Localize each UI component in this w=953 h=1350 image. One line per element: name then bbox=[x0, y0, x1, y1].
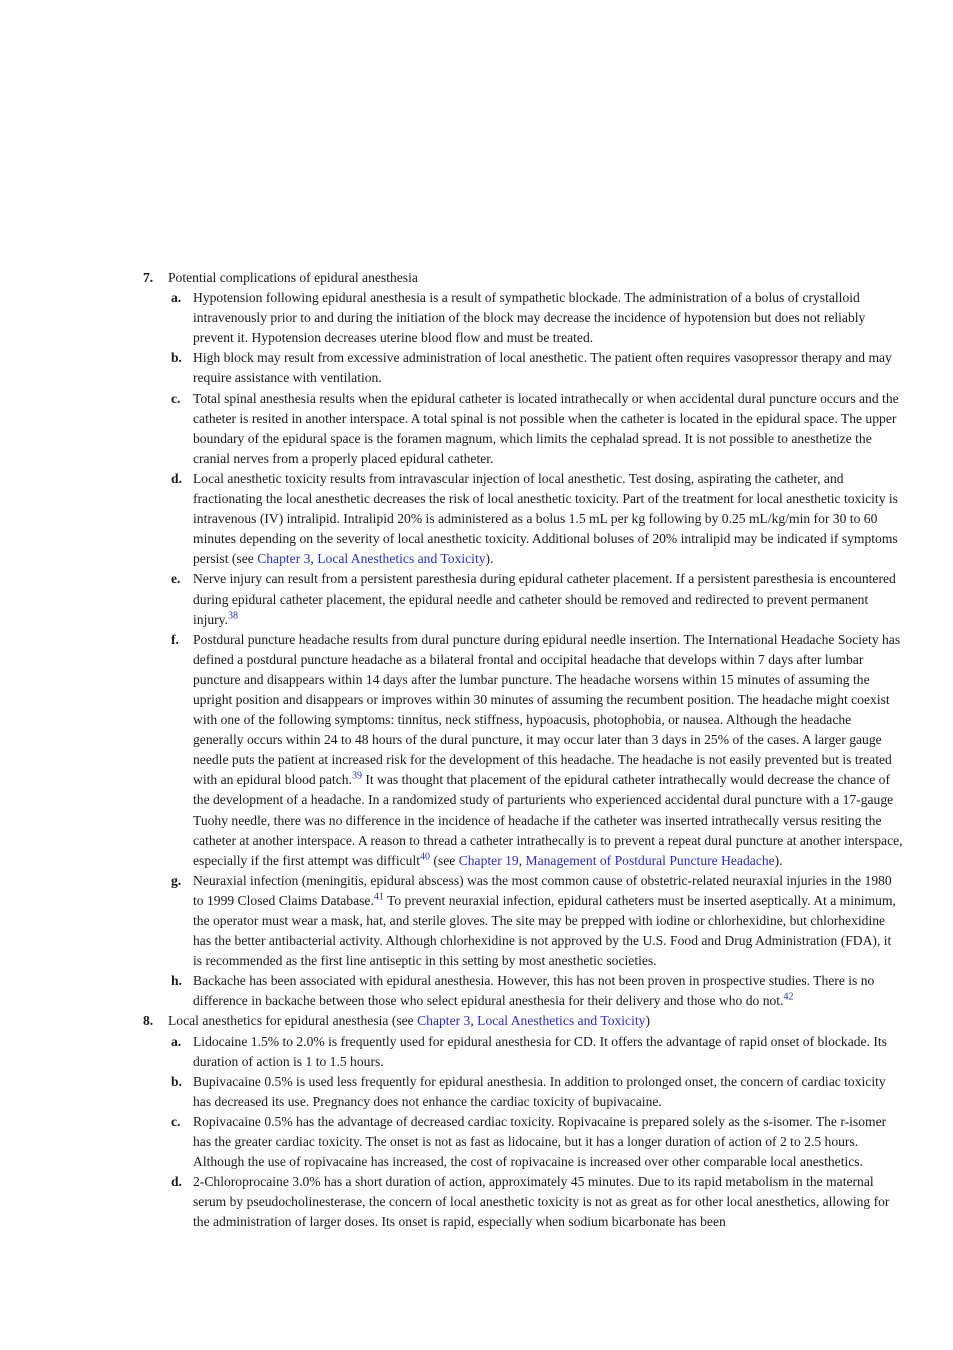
list-item bbox=[143, 1112, 903, 1172]
item-text: (see bbox=[430, 852, 459, 868]
section-title: Potential complications of epidural anesthesia bbox=[168, 270, 418, 285]
item-text: It was thought that placement of the epidural catheter intrathecally would decrease the chance of the development of a headache. In a randomized study of parturients who experienced accidental dural puncture with a 17-gauge Tuohy needle, there was no difference in the incidence of headache if the catheter was inserted intrathecally versus resiting the catheter at another interspace. A reason to thread a catheter intrathecally is to prevent a repeat dural puncture at another interspace, especially if the first attempt was difficult bbox=[193, 772, 903, 868]
item-text: Nerve injury can result from a persistent paresthesia during epidural catheter placement. If a persistent paresthesia is encountered during epidural catheter placement, the epidural needle and catheter should be removed and redirected to prevent permanent injury. bbox=[193, 571, 896, 627]
chapter-link[interactable]: Chapter 3 bbox=[417, 1013, 471, 1029]
item-text: Local anesthetic toxicity results from intravascular injection of local anesthetic. Test dosing, aspirating the catheter, and fractionating the local anesthetic decreases the risk of local anesthetic toxicity. Part of the treatment for local anesthetic toxicity is intravenous (IV) intralipid. Intralipid 20% is administered as a bolus 1.5 mL per kg following by 0.25 mL/kg/min for 30 to 60 minutes depending on the severity of local anesthetic toxicity. Additional boluses of 20% intralipid may be indicated if symptoms persist (see bbox=[193, 470, 898, 567]
item-text: Hypotension following epidural anesthesia is a result of sympathetic blockade. The administration of a bolus of crystalloid intravenously prior to and during the initiation of the block may decrease the incidence of hypotension but does not reliably prevent it. Hypotension decreases uterine blood flow and must be treated. bbox=[193, 290, 866, 346]
link-separator: , bbox=[518, 852, 526, 868]
reference-link[interactable]: 41 bbox=[373, 891, 384, 903]
item-text-tail: ). bbox=[774, 852, 783, 868]
section-number: 7. bbox=[143, 270, 154, 285]
section-7 bbox=[143, 268, 903, 1011]
chapter-link[interactable]: Chapter 19 bbox=[458, 852, 519, 868]
item-letter: c. bbox=[171, 390, 181, 406]
list-item bbox=[143, 1072, 903, 1112]
link-separator: , bbox=[310, 551, 318, 567]
document-body bbox=[143, 268, 903, 1233]
reference-link[interactable]: 39 bbox=[351, 770, 362, 782]
item-letter: f. bbox=[171, 631, 179, 647]
list-item bbox=[143, 630, 903, 871]
chapter-title-link[interactable]: Local Anesthetics and Toxicity bbox=[477, 1013, 646, 1029]
item-letter: d. bbox=[171, 470, 182, 486]
reference-link[interactable]: 42 bbox=[783, 991, 794, 1003]
item-letter: b. bbox=[171, 1073, 182, 1089]
item-text-tail: ). bbox=[485, 551, 494, 567]
item-text: Lidocaine 1.5% to 2.0% is frequently used for epidural anesthesia for CD. It offers the advantage of rapid onset of blockade. Its duration of action is 1 to 1.5 hours. bbox=[193, 1033, 887, 1069]
section-title-tail: ) bbox=[645, 1013, 650, 1029]
item-letter: g. bbox=[171, 872, 182, 888]
item-text: Bupivacaine 0.5% is used less frequently for epidural anesthesia. In addition to prolonged onset, the concern of cardiac toxicity has decreased its use. Pregnancy does not enhance the cardiac toxicity of bupivacaine. bbox=[193, 1073, 886, 1109]
list-item bbox=[143, 469, 903, 569]
section-number: 8. bbox=[143, 1013, 154, 1029]
list-item bbox=[143, 971, 903, 1011]
list-item bbox=[143, 569, 903, 629]
section-heading bbox=[143, 268, 903, 288]
chapter-title-link[interactable]: Local Anesthetics and Toxicity bbox=[317, 551, 486, 567]
list-item bbox=[143, 389, 903, 469]
list-item bbox=[143, 1172, 903, 1232]
list-item bbox=[143, 348, 903, 388]
item-letter: d. bbox=[171, 1174, 182, 1190]
item-text: Total spinal anesthesia results when the epidural catheter is located intrathecally or when accidental dural puncture occurs and the catheter is resited in another interspace. A total spinal is not possible when the catheter is located in the epidural space. The upper boundary of the epidural space is the foramen magnum, which limits the cephalad spread. It is not possible to anesthetize the cranial nerves from a properly placed epidural catheter. bbox=[193, 390, 899, 466]
list-item bbox=[143, 871, 903, 971]
reference-link[interactable]: 38 bbox=[228, 610, 238, 622]
item-letter: e. bbox=[171, 571, 181, 587]
item-letter: b. bbox=[171, 350, 182, 366]
item-letter: a. bbox=[171, 1033, 182, 1049]
item-text: To prevent neuraxial infection, epidural catheters must be inserted aseptically. At a minimum, the operator must wear a mask, hat, and sterile gloves. The site may be prepped with iodine or chlorhexidine, but chlorhexidine has the better antibacterial activity. Although chlorhexidine is not approved by the U.S. Food and Drug Administration (FDA), it is recommended as the first line antiseptic in this setting by most anesthetic societies. bbox=[193, 892, 896, 969]
item-letter: a. bbox=[171, 290, 182, 306]
item-text: Neuraxial infection (meningitis, epidural abscess) was the most common cause of obstetric-related neuraxial injuries in the 1980 to 1999 Closed Claims Database. bbox=[193, 872, 892, 908]
chapter-link[interactable]: Chapter 3 bbox=[257, 551, 311, 567]
chapter-title-link[interactable]: Management of Postdural Puncture Headache bbox=[525, 852, 775, 868]
section-8 bbox=[143, 1011, 903, 1232]
list-item bbox=[143, 288, 903, 348]
item-text: Postdural puncture headache results from dural puncture during epidural needle insertion. The International Headache Society has defined a postdural puncture headache as a bilateral frontal and occipital headache that develops within 7 days after lumbar puncture and disappears within 14 days after the lumbar puncture. The headache worsens within 15 minutes of assuming the upright position and disappears or improves within 30 minutes of assuming the recumbent position. The headache might coexist with one of the following symptoms: tinnitus, neck stiffness, hypoacusis, photophobia, or nausea. Although the headache generally occurs within 24 to 48 hours of the dural puncture, it may occur later than 3 days in 25% of the cases. A larger gauge needle puts the patient at increased risk for the development of this headache. The headache is not easily prevented but is treated with an epidural blood patch. bbox=[193, 631, 901, 788]
item-letter: c. bbox=[171, 1113, 181, 1129]
item-text: Ropivacaine 0.5% has the advantage of decreased cardiac toxicity. Ropivacaine is prepared solely as the s-isomer. The r-isomer has the greater cardiac toxicity. The onset is not as fast as lidocaine, but it has a longer duration of action of 2 to 2.5 hours. Although the use of ropivacaine has increased, the cost of ropivacaine is increased over other comparable local anesthetics. bbox=[193, 1113, 887, 1170]
section-title: Local anesthetics for epidural anesthesia (see bbox=[168, 1013, 418, 1029]
item-text: Backache has been associated with epidural anesthesia. However, this has not been proven in prospective studies. There is no difference in backache between those who select epidural anesthesia for their delivery and those who do not. bbox=[193, 973, 875, 1009]
item-text: High block may result from excessive administration of local anesthetic. The patient often requires vasopressor therapy and may require assistance with ventilation. bbox=[193, 350, 892, 386]
item-text: 2-Chloroprocaine 3.0% has a short duration of action, approximately 45 minutes. Due to its rapid metabolism in the maternal serum by pseudocholinesterase, the concern of local anesthetic toxicity is not as great as for other local anesthetics, allowing for the administration of larger doses. Its onset is rapid, especially when sodium bicarbonate has been bbox=[193, 1174, 890, 1230]
link-separator: , bbox=[470, 1013, 478, 1029]
section-heading bbox=[143, 1011, 903, 1031]
reference-link[interactable]: 40 bbox=[420, 851, 430, 863]
list-item bbox=[143, 1032, 903, 1072]
item-letter: h. bbox=[171, 973, 182, 989]
